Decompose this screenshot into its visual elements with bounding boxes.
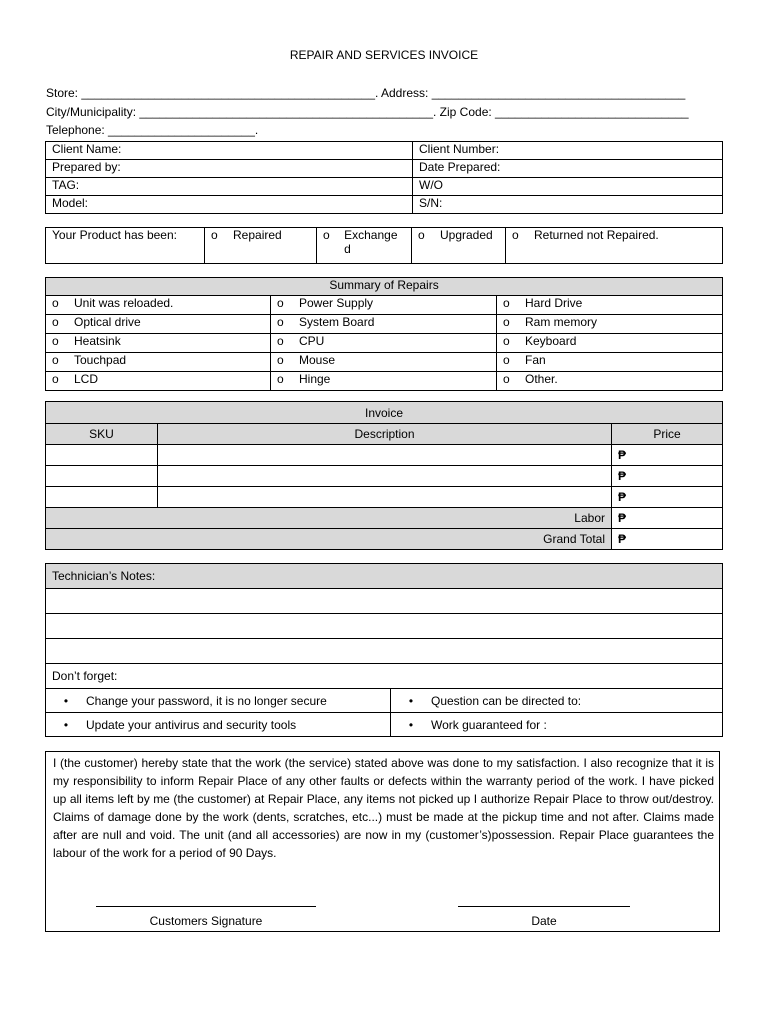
reminder-text: Update your antivirus and security tools — [86, 717, 297, 732]
option-label: System Board — [299, 315, 375, 329]
invoice-table — [45, 401, 723, 550]
client-number-cell[interactable]: Client Number: — [413, 142, 723, 160]
status-option-repaired[interactable] — [205, 228, 317, 264]
prepared-by-cell[interactable]: Prepared by: — [46, 160, 413, 178]
reminder-text: Change your password, it is no longer secure — [86, 693, 327, 708]
option-label: Optical drive — [74, 315, 141, 329]
summary-of-repairs-table — [45, 277, 723, 391]
date-label: Date — [531, 914, 557, 928]
option-label: Repaired — [233, 228, 282, 242]
option-bullet: o — [323, 228, 330, 242]
product-status-table — [45, 227, 723, 264]
date-prepared-cell[interactable]: Date Prepared: — [413, 160, 723, 178]
notes-line[interactable] — [46, 589, 723, 614]
option-bullet: o — [52, 353, 59, 367]
client-info-table — [45, 141, 723, 214]
client-name-cell[interactable]: Client Name: — [46, 142, 413, 160]
repair-option[interactable] — [46, 372, 271, 391]
repair-option[interactable] — [46, 334, 271, 353]
sku-cell[interactable] — [46, 466, 158, 487]
option-bullet: o — [277, 372, 284, 386]
option-label: Returned not Repaired. — [534, 228, 659, 242]
repair-option[interactable] — [271, 315, 497, 334]
bullet-icon: • — [408, 717, 414, 732]
repair-option[interactable] — [497, 296, 723, 315]
option-bullet: o — [52, 334, 59, 348]
option-bullet: o — [503, 353, 510, 367]
repair-option[interactable] — [46, 296, 271, 315]
description-cell[interactable] — [158, 487, 612, 508]
option-label: Other. — [525, 372, 558, 386]
sku-cell[interactable] — [46, 445, 158, 466]
option-label: Mouse — [299, 353, 336, 367]
grand-total-label: Grand Total — [46, 529, 612, 550]
option-label: Ram memory — [525, 315, 598, 329]
store-address-line: Store: ____________________________________________. Address: ______________________________________ — [46, 86, 686, 100]
bullet-icon: • — [63, 693, 69, 708]
option-bullet: o — [277, 315, 284, 329]
repair-option[interactable] — [271, 353, 497, 372]
signature-label: Customers Signature — [149, 914, 263, 928]
option-bullet: o — [211, 228, 218, 242]
status-option-exchanged[interactable] — [317, 228, 412, 264]
price-header: Price — [612, 424, 723, 445]
model-cell[interactable]: Model: — [46, 196, 413, 214]
status-option-returned[interactable] — [506, 228, 723, 264]
date-line[interactable] — [458, 906, 630, 907]
status-option-upgraded[interactable] — [412, 228, 506, 264]
grand-total-price-cell[interactable] — [612, 529, 723, 550]
peso-sign: ₱ — [618, 469, 627, 483]
repair-option[interactable] — [46, 315, 271, 334]
option-bullet: o — [277, 334, 284, 348]
description-cell[interactable] — [158, 445, 612, 466]
bullet-icon: • — [408, 693, 414, 708]
peso-sign: ₱ — [618, 511, 627, 525]
technician-notes-table — [45, 563, 723, 737]
price-cell[interactable] — [612, 487, 723, 508]
dont-forget-label: Don’t forget: — [46, 664, 723, 689]
repair-option[interactable] — [46, 353, 271, 372]
notes-line[interactable] — [46, 639, 723, 664]
option-bullet: o — [52, 315, 59, 329]
peso-sign: ₱ — [618, 532, 627, 546]
repair-option[interactable] — [497, 315, 723, 334]
sku-header: SKU — [46, 424, 158, 445]
status-label: Your Product has been: — [46, 228, 205, 264]
option-label: CPU — [299, 334, 325, 348]
option-label: Fan — [525, 353, 546, 367]
summary-title: Summary of Repairs — [46, 278, 723, 296]
option-label: Keyboard — [525, 334, 577, 348]
option-bullet: o — [503, 296, 510, 310]
price-cell[interactable] — [612, 445, 723, 466]
option-label: Power Supply — [299, 296, 374, 310]
reminder-item — [391, 689, 723, 713]
option-label: Touchpad — [74, 353, 127, 367]
option-bullet: o — [512, 228, 519, 242]
labor-label: Labor — [46, 508, 612, 529]
option-bullet: o — [277, 353, 284, 367]
option-bullet: o — [52, 296, 59, 310]
reminder-item — [46, 713, 391, 737]
option-bullet: o — [503, 315, 510, 329]
tag-cell[interactable]: TAG: — [46, 178, 413, 196]
option-label: Hinge — [299, 372, 331, 386]
option-label: Heatsink — [74, 334, 121, 348]
document-title: REPAIR AND SERVICES INVOICE — [289, 48, 479, 62]
option-bullet: o — [503, 372, 510, 386]
description-header: Description — [158, 424, 612, 445]
option-bullet: o — [277, 296, 284, 310]
peso-sign: ₱ — [618, 490, 627, 504]
repair-option[interactable] — [497, 372, 723, 391]
option-label: Hard Drive — [525, 296, 583, 310]
reminder-text: Question can be directed to: — [431, 693, 582, 708]
sn-cell[interactable]: S/N: — [413, 196, 723, 214]
labor-price-cell[interactable] — [612, 508, 723, 529]
signature-line[interactable] — [96, 906, 316, 907]
agreement-text: I (the customer) hereby state that the work (the service) stated above was done to my satisfaction. I also recognize that it is my responsibility to inform Repair Place of any other faults or defects within the warranty period of the work. I have picked up all items left by me (the customer) at Repair Place, any items not picked up I authorize Repair Place to throw out/destroy. Claims of damage done by the work (dents, scratches, etc...) must be made at the pickup time and not after. Claims made after are null and void. The unit (and all accessories) are now in my (customer’s)possession. Repair Place guarantees the labour of the work for a period of 90 Days. — [53, 756, 714, 860]
repair-option[interactable] — [271, 296, 497, 315]
description-cell[interactable] — [158, 466, 612, 487]
notes-line[interactable] — [46, 614, 723, 639]
option-label: Upgraded — [440, 228, 493, 242]
repair-option[interactable] — [271, 372, 497, 391]
option-label: Unit was reloaded. — [74, 296, 174, 310]
repair-option[interactable] — [497, 334, 723, 353]
city-zip-line: City/Municipality: ____________________________________________. Zip Code: _____________________________ — [46, 105, 689, 119]
option-bullet: o — [418, 228, 425, 242]
option-label: LCD — [74, 372, 99, 386]
option-bullet: o — [503, 334, 510, 348]
telephone-line: Telephone: ______________________. — [46, 123, 259, 137]
repair-option[interactable] — [271, 334, 497, 353]
reminder-item — [391, 713, 723, 737]
invoice-title: Invoice — [46, 402, 723, 424]
technician-notes-title: Technician’s Notes: — [46, 564, 723, 589]
price-cell[interactable] — [612, 466, 723, 487]
peso-sign: ₱ — [618, 448, 627, 462]
repair-option[interactable] — [497, 353, 723, 372]
option-label: Exchange d — [344, 228, 398, 256]
reminder-text: Work guaranteed for : — [431, 717, 547, 732]
customer-agreement-box — [45, 751, 720, 932]
bullet-icon: • — [63, 717, 69, 732]
option-bullet: o — [52, 372, 59, 386]
reminder-item — [46, 689, 391, 713]
wo-cell[interactable]: W/O — [413, 178, 723, 196]
sku-cell[interactable] — [46, 487, 158, 508]
